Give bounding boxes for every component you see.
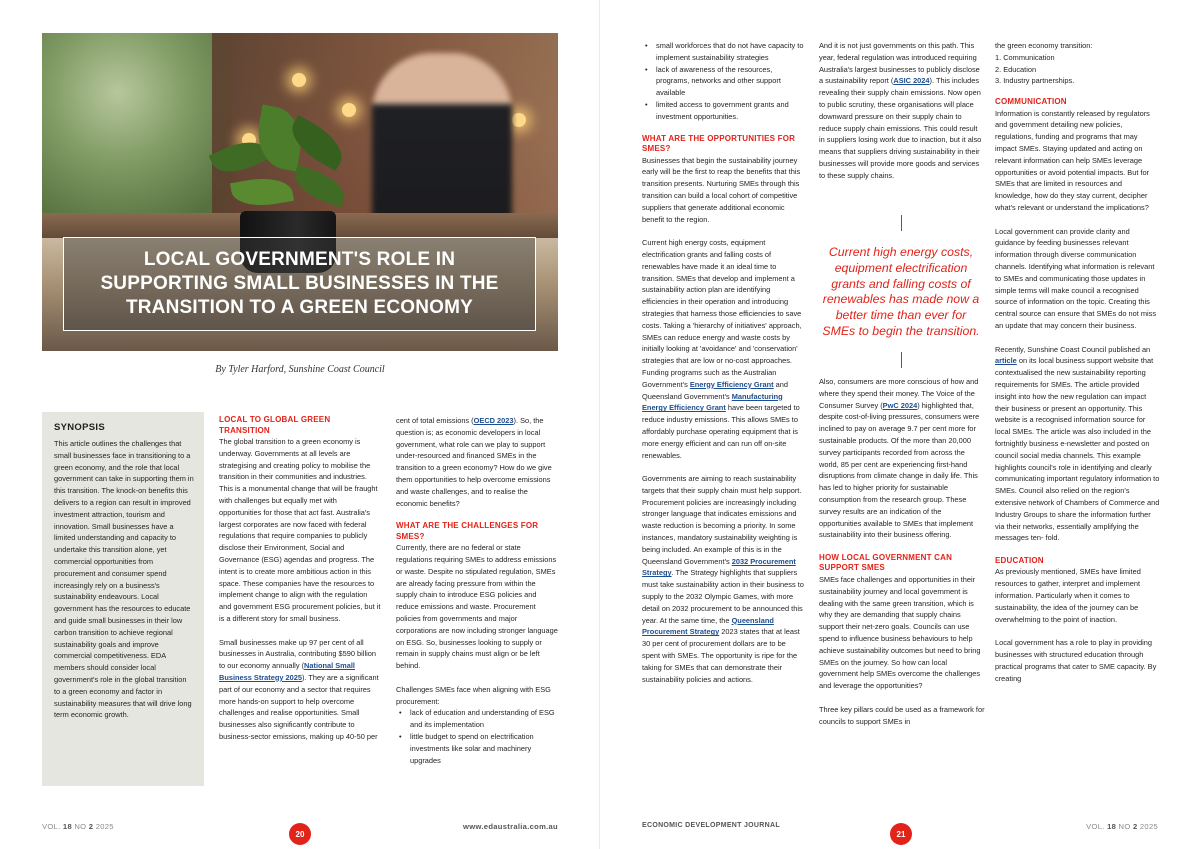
footer-url[interactable]: www.edaustralia.com.au bbox=[463, 822, 558, 831]
right-page bbox=[600, 0, 1200, 849]
synopsis-heading: SYNOPSIS bbox=[54, 422, 105, 433]
paragraph: Three key pillars could be used as a framework for councils to support SMEs in bbox=[819, 704, 985, 726]
list-item: • lack of awareness of the resources, programs, networks and other support available bbox=[642, 64, 804, 99]
list-item: • small workforces that do not have capacity to implement sustainability strategies bbox=[642, 40, 804, 64]
paragraph: SMEs face challenges and opportunities in their sustainability journey and local government is dealing with the same green transition, which is why they are demanding that supply chains support their net-zero goals. Councils can use spend to influence business behaviours to help achieve sustainability outcomes but need to bring SMEs on the journey. So how can local government help SMEs overcome the challenges and leverage the opportunities? bbox=[819, 574, 981, 691]
section-heading: HOW LOCAL GOVERNMENT CAN SUPPORT SMES bbox=[819, 552, 953, 573]
byline: By Tyler Harford, Sunshine Coast Council bbox=[215, 364, 385, 375]
section-heading: COMMUNICATION bbox=[995, 97, 1067, 107]
paragraph: And it is not just governments on this path. This year, federal regulation was introduced requiring Australia's largest businesses to publicly disclose a sustainability report (ASIC 2024). This includes revealing their supply chain emissions. Now open to public scrutiny, these organisations will place downward pressure on their supply chain to reduce supply chain emissions. This could result in suppliers losing work due to inaction, but it also means that suppliers driving sustainability in their businesses will provide more goods and services to these supply chains. bbox=[819, 41, 982, 180]
synopsis-box bbox=[42, 412, 204, 786]
pull-quote-rule bbox=[901, 215, 902, 231]
list-item: • lack of education and understanding of ESG and its implementation bbox=[396, 707, 558, 731]
synopsis-text: This article outlines the challenges that small businesses face in transitioning to a green economy, and the role that local government can take in supporting them in this transition. The knock-on benefits this delivers to a region can result in improved investment attraction, tourism and innovation. Small businesses have a limited understanding and capacity to undertake this transition alone, yet commercial opportunities from procurement and consumer spend increasingly rely on a business's sustainability endeavours. Local government has the resources to educate and guide small businesses in their low carbon transition to achieve regional sustainability goals and improve commercial competitiveness. EDA members should consider local government's role in the global transition to a green economy and factor in sustainability measures that will drive long term economic growth. bbox=[54, 439, 194, 720]
paragraph: cent of total emissions (OECD 2023). So, the question is; as economic developers in local government, what role can we play to support under-resourced and financed SMEs in the transition to a green economy? How do we give them opportunities to help overcome emissions and waste challenges, and to realise the economic benefits? bbox=[396, 416, 552, 508]
link-2032-procurement-strategy[interactable]: 2032 Procurement Strategy bbox=[642, 556, 796, 578]
footer-volume: VOL. 18 NO 2 2025 bbox=[1086, 822, 1158, 831]
hero-light bbox=[342, 103, 356, 117]
column-3 bbox=[642, 40, 804, 697]
list-item: 1. Communication bbox=[995, 52, 1055, 62]
hero-window bbox=[42, 33, 232, 233]
paragraph: The global transition to a green economy is underway. Governments at all levels are strategising and creating policy to mobilise the transition in their communities and industries. This is a monumental change that will be fraught with challenges but equally met with opportunities for those that act fast. Australia's largest corporates are now faced with federal regulations that require companies to publicly disclose their Environment, Social and Governance (ESG) agendas and progress. The intent is to create more ambitious action in this space. These companies have the resources to implement change to align with the regulation and government ESG procurement policies, but it is a different story for small business. bbox=[219, 437, 381, 623]
link-small-business-strategy[interactable]: National Small Business Strategy 2025 bbox=[219, 661, 355, 682]
link-asic-2024[interactable]: ASIC 2024 bbox=[893, 76, 930, 86]
paragraph: Recently, Sunshine Coast Council published an article on its local business support website that contextualised the new sustainability reporting requirements for SMEs. The article provided insight into how the new regulation can impact their business or present an opportunity. This website is a recognised information source for local SMEs. The article was also included in the fortnightly business e-newsletter and posted on council social media channels. This example highlights council's role in identifying and clearly communicating important regulatory information to SMEs. Council also relied on the region's extensive network of Chambers of Commerce and Industry Groups to share the information further via their networks, essentially amplifying the messages ten- fold. bbox=[995, 344, 1160, 543]
link-pwc-2024[interactable]: PwC 2024 bbox=[882, 400, 918, 410]
list-item: 2. Education bbox=[995, 64, 1037, 74]
article-title: LOCAL GOVERNMENT'S ROLE IN SUPPORTING SMALL BUSINESSES IN THE TRANSITION TO A GREEN ECONOMY bbox=[100, 249, 499, 318]
link-oecd-2023[interactable]: OECD 2023 bbox=[473, 416, 514, 425]
paragraph: Local government has a role to play in providing businesses with structured education through practical programs that cater to SME capacity. By creating bbox=[995, 638, 1157, 683]
paragraph: Currently, there are no federal or state regulations requiring SMEs to address emissions or waste. Despite no stipulated regulation, SMEs are already facing pressure from within the supply chain to introduce ESG policies and reduce emissions and waste. Procurement policies from governments and major corporations are now including stronger language on ESG. So, businesses looking to supply or remain in supply chains must align or be left behind. bbox=[396, 543, 558, 671]
column-1 bbox=[219, 415, 381, 755]
section-heading: WHAT ARE THE CHALLENGES FOR SMES? bbox=[396, 521, 539, 541]
paragraph: Local government can provide clarity and guidance by feeding businesses relevant information through diverse communication channels. Identifying what information is relevant to SMEs and communicating those updates in simple terms will make council a recognised source of information on the topic. Creating this central source can ensure that SMEs do not miss an update that may concern their business. bbox=[995, 226, 1157, 331]
link-manufacturing-grant[interactable]: Manufacturing Energy Efficiency Grant bbox=[642, 391, 783, 413]
link-energy-efficiency-grant[interactable]: Energy Efficiency Grant bbox=[689, 379, 774, 389]
page-number: 20 bbox=[289, 823, 311, 845]
section-heading: WHAT ARE THE OPPORTUNITIES FOR SMES? bbox=[642, 133, 796, 154]
column-5 bbox=[995, 40, 1160, 696]
paragraph: Current high energy costs, equipment electrification grants and falling costs of renewables have made it an ideal time to transition. SMEs that develop and implement a sustainability action plan are identifying efficiencies in their operation and introducing strategies that harness those efficiencies to save costs. Taking a 'hierarchy of initiatives' approach, SMEs can reduce energy and waste costs by initially looking at 'avoidance' and 'conservation' strategies that are low or no-cost approaches. Funding programs such as the Australian Government's Energy Efficiency Grant and Queensland Government's Manufacturing Energy Efficiency Grant have been targeted to reduce industry emissions. This allows SMEs to affordably purchase operating equipment that is more energy efficient and can run off on-site renewables. bbox=[642, 238, 802, 460]
footer-volume: VOL. 18 NO 2 2025 bbox=[42, 822, 114, 831]
list-item: 3. Industry partnerships. bbox=[995, 76, 1075, 86]
pillars-list bbox=[995, 52, 1160, 87]
pull-quote-rule bbox=[901, 352, 902, 368]
paragraph: Information is constantly released by regulators and government detailing new policies, regulations, funding and programs that may impact SMEs. Staying updated and acting on relevant information can help SMEs leverage opportunities or avoid potential impacts. But for SMEs that are limited in resources and knowledge, how do they stay current, decipher what's relevant or understand the implications? bbox=[995, 108, 1150, 213]
list-item: • limited access to government grants and investment opportunities. bbox=[642, 99, 804, 123]
hero-light bbox=[512, 113, 526, 127]
link-article[interactable]: article bbox=[995, 356, 1017, 366]
paragraph: As previously mentioned, SMEs have limited resources to gather, interpret and implement information. Particularly when it comes to sustainability, the idea of the journey can be overwhelming to the point of inaction. bbox=[995, 567, 1141, 624]
column-2 bbox=[396, 415, 558, 766]
section-heading: LOCAL TO GLOBAL GREEN TRANSITION bbox=[219, 415, 331, 435]
paragraph: the green economy transition: bbox=[995, 41, 1093, 50]
challenges-list bbox=[396, 707, 558, 766]
section-heading: EDUCATION bbox=[995, 555, 1044, 565]
page-number: 21 bbox=[890, 823, 912, 845]
paragraph: Challenges SMEs face when aligning with ESG procurement: bbox=[396, 684, 551, 706]
title-box bbox=[63, 237, 536, 331]
paragraph: Also, consumers are more conscious of how and where they spend their money. The Voice of the Consumer Survey (PwC 2024) highlighted that, despite cost-of-living pressures, consumers were inclined to pay on average 9.7 per cent more for sustainable products. Of the more than 20,000 survey participants recorded from across the world, 85 per cent are experiencing first-hand disruptions from climate change in daily life. This has led to higher priority for sustainable consumption from the research group. These survey results are an indication of the opportunities available to SMEs that implement sustainability into their business offering. bbox=[819, 377, 980, 540]
pull-quote-text: Current high energy costs, equipment electrification grants and falling costs of renewables has made now a better time than ever for SMEs to begin the transition. bbox=[822, 245, 980, 338]
paragraph: Small businesses make up 97 per cent of all businesses in Australia, contributing $590 billion to our economy annually (National Small Business Strategy 2025). They are a significant part of our economy and a sector that requires more hands-on support to help overcome challenges and realise opportunities. Small businesses also significantly contribute to business-sector emissions, making up 40-50 per bbox=[219, 637, 379, 741]
column-4-lower bbox=[819, 376, 985, 739]
list-item: • little budget to spend on electrification investments like solar and machinery upgrades bbox=[396, 731, 558, 766]
hero-light bbox=[292, 73, 306, 87]
pull-quote bbox=[818, 215, 984, 368]
challenges-list-continued bbox=[642, 40, 804, 123]
paragraph: Businesses that begin the sustainability journey early will be the first to reap the benefits that this transition presents. Nurturing SMEs through this transition can build a local cohort of competitive suppliers that generate additional economic benefit to the region. bbox=[642, 155, 801, 224]
link-queensland-procurement-strategy[interactable]: Queensland Procurement Strategy bbox=[642, 615, 774, 637]
footer-journal: ECONOMIC DEVELOPMENT JOURNAL bbox=[642, 822, 780, 829]
paragraph: Governments are aiming to reach sustainability targets that their supply chain must help support. Procurement policies are increasingly including stronger language that indicates emissions and waste reduction is becoming a priority. In some instances, mandatory sustainability weighting is being included. An example of this is in the Queensland Government's 2032 Procurement Strategy. The Strategy highlights that suppliers must take sustainability action in their business to supply to the 2032 Olympic Games, with more detail on 2032 procurement to be announced this year. At the same time, the Queensland Procurement Strategy 2023 states that at least 30 per cent of procurement dollars are to be spent with SMEs. The opportunity is ripe for the taking for SMEs that can demonstrate their sustainability policies and actions. bbox=[642, 474, 804, 684]
column-4 bbox=[819, 40, 985, 193]
